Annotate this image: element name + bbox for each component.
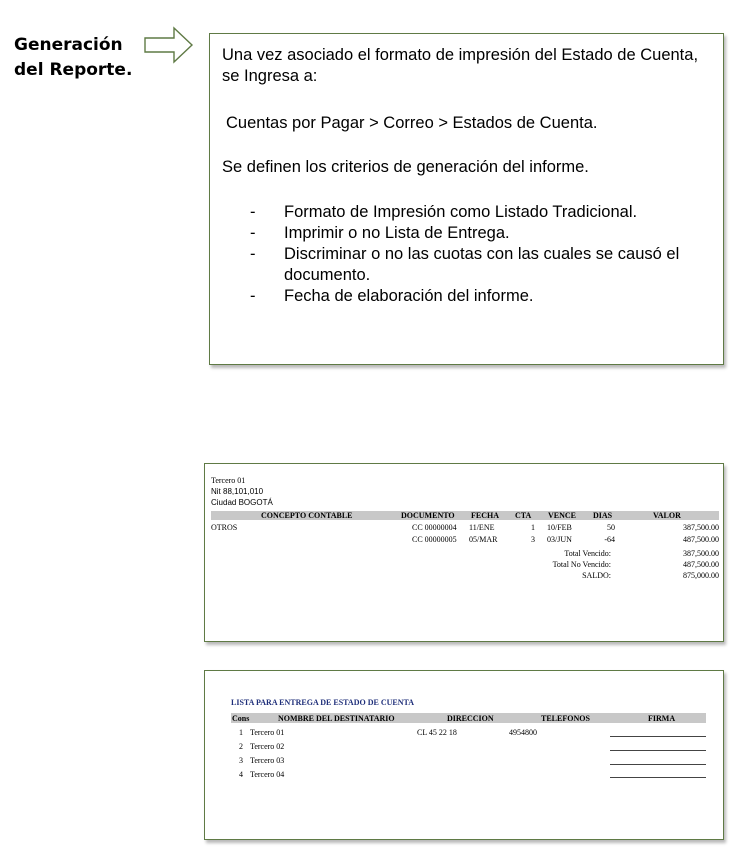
row-telefono: 4954800 [509, 728, 537, 737]
row-nombre: Tercero 01 [250, 728, 285, 737]
row-cta: 3 [531, 535, 535, 544]
row-concepto: OTROS [211, 523, 238, 532]
instructions-box [209, 33, 724, 365]
saldo-label: SALDO: [582, 571, 611, 580]
criteria-item: - Fecha de elaboración del informe. [250, 287, 534, 305]
row-dias: 50 [607, 523, 615, 532]
row-cons: 3 [239, 756, 243, 765]
row-cons: 4 [239, 770, 243, 779]
row-documento: CC 00000004 [412, 523, 457, 532]
row-nombre: Tercero 04 [250, 770, 285, 779]
signature-line [610, 736, 706, 737]
col-firma: FIRMA [648, 714, 676, 723]
col-documento: DOCUMENTO [401, 511, 455, 520]
col-concepto: CONCEPTO CONTABLE [261, 511, 353, 520]
row-dias: -64 [604, 535, 615, 544]
col-fecha: FECHA [471, 511, 499, 520]
row-fecha: 11/ENE [469, 523, 495, 532]
row-fecha: 05/MAR [469, 535, 498, 544]
account-statement-preview [204, 463, 724, 642]
col-direccion: DIRECCION [447, 714, 494, 723]
heading-line-2: del Reporte. [14, 60, 133, 80]
heading-line-1: Generación [14, 35, 123, 55]
row-valor: 387,500.00 [683, 523, 719, 532]
row-valor: 487,500.00 [683, 535, 719, 544]
delivery-list-preview [204, 670, 724, 840]
row-cons: 1 [239, 728, 243, 737]
signature-line [610, 764, 706, 765]
col-cta: CTA [515, 511, 532, 520]
section-heading [14, 33, 132, 83]
col-vence: VENCE [548, 511, 577, 520]
signature-line [610, 750, 706, 751]
row-direccion: CL 45 22 18 [417, 728, 457, 737]
row-cta: 1 [531, 523, 535, 532]
signature-line [610, 777, 706, 778]
tercero-name: Tercero 01 [211, 476, 246, 485]
menu-path-text: Cuentas por Pagar > Correo > Estados de Cuenta. [226, 114, 598, 132]
row-cons: 2 [239, 742, 243, 751]
tercero-nit: Nit 88,101,010 [211, 487, 264, 496]
total-vencido-value: 387,500.00 [683, 549, 719, 558]
delivery-list-title: LISTA PARA ENTREGA DE ESTADO DE CUENTA [231, 698, 414, 707]
total-no-vencido-value: 487,500.00 [683, 560, 719, 569]
row-documento: CC 00000005 [412, 535, 457, 544]
total-no-vencido-label: Total No Vencido: [552, 560, 611, 569]
row-vence: 03/JUN [547, 535, 572, 544]
tercero-city: Ciudad BOGOTÁ [211, 498, 273, 507]
row-nombre: Tercero 02 [250, 742, 285, 751]
col-dias: DIAS [593, 511, 613, 520]
col-telefonos: TELEFONOS [541, 714, 590, 723]
criteria-list [250, 202, 710, 307]
intro-text: Una vez asociado el formato de impresión del Estado de Cuenta, se Ingresa a: [222, 46, 699, 85]
criteria-text: Se definen los criterios de generación del informe. [222, 158, 589, 176]
row-nombre: Tercero 03 [250, 756, 285, 765]
criteria-item: - Discriminar o no las cuotas con las cuales se causó el documento. [250, 245, 680, 284]
criteria-item: - Formato de Impresión como Listado Tradicional. [250, 203, 638, 221]
saldo-value: 875,000.00 [683, 571, 719, 580]
right-arrow-icon [144, 26, 194, 64]
col-valor: VALOR [653, 511, 681, 520]
criteria-item: - Imprimir o no Lista de Entrega. [250, 224, 510, 242]
col-cons: Cons [232, 714, 250, 723]
col-nombre: NOMBRE DEL DESTINATARIO [278, 714, 395, 723]
row-vence: 10/FEB [547, 523, 572, 532]
total-vencido-label: Total Vencido: [564, 549, 611, 558]
